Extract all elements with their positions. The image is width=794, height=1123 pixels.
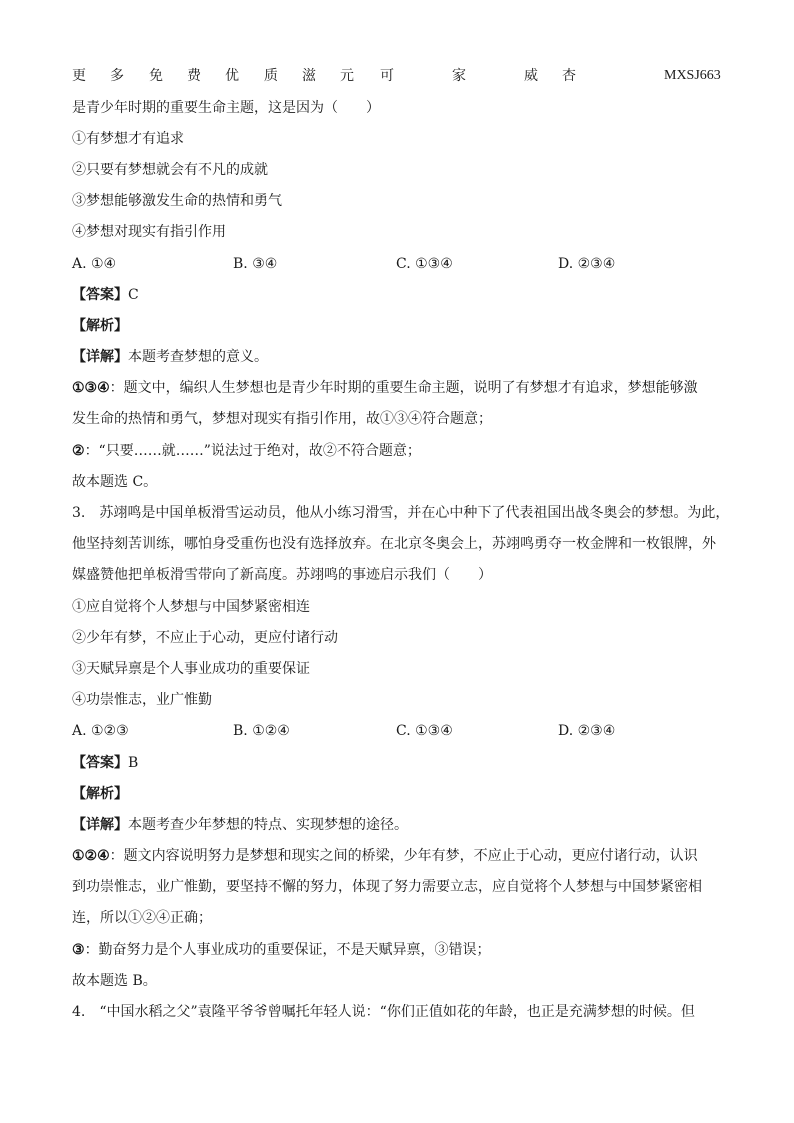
q3-exp1-line2: 到功崇惟志，业广惟勤，要坚持不懈的努力，体现了努力需要立志，应自觉将个人梦想与中国梦紧密相: [72, 879, 702, 895]
header-code: MXSJ663: [664, 68, 721, 83]
q3-item-2: ②少年有梦，不应止于心动，更应付诸行动: [72, 630, 338, 646]
detail-label: 【详解】: [72, 349, 128, 365]
header-char: 滋: [302, 68, 316, 84]
exp-text: ：题文中，编织人生梦想也是青少年时期的重要生命主题，说明了有梦想才有追求，梦想能够激: [109, 380, 698, 396]
exp-key: ①③④: [72, 380, 110, 396]
q3-stem-line1: 3. 苏翊鸣是中国单板滑雪运动员，他从小练习滑雪，并在心中种下了代表祖国出战冬奥会的梦想。为此，: [72, 505, 730, 521]
exp-key: ①②④: [72, 848, 110, 864]
analysis-label: 【解析】: [72, 318, 128, 334]
header-char: 优: [225, 68, 239, 84]
q3-option-d: D. ②③④: [558, 723, 616, 739]
header-char: 元: [340, 68, 354, 84]
header-char: 免: [149, 68, 163, 84]
header-char: 更: [72, 68, 86, 84]
q3-stem-line3: 媒盛赞他把单板滑雪带向了新高度。苏翊鸣的事迹启示我们（ ）: [72, 567, 492, 583]
header-char: 费: [187, 68, 201, 84]
answer-label: 【答案】: [72, 755, 128, 771]
q3-option-c: C. ①③④: [396, 723, 453, 739]
answer-label: 【答案】: [72, 287, 128, 303]
q3-option-b: B. ①②④: [233, 723, 290, 739]
answer-value: B: [128, 755, 139, 771]
q2-analysis-label: [72, 316, 732, 336]
q2-stem-tail: 是青少年时期的重要生命主题，这是因为（ ）: [72, 100, 380, 116]
q3-exp2: [72, 940, 732, 960]
q2-option-a: A. ①④: [72, 256, 117, 272]
q3-option-a: A. ①②③: [72, 723, 129, 739]
analysis-label: 【解析】: [72, 786, 128, 802]
q3-exp1-line1: [72, 846, 732, 866]
exp-key: ③: [72, 942, 85, 958]
q3-stem-line2: 他坚持刻苦训练，哪怕身受重伤也没有选择放弃。在北京冬奥会上，苏翊鸣勇夺一枚金牌和一枚银牌，外: [72, 536, 716, 552]
exp-text: ：“只要……就……”说法过于绝对，故②不符合题意；: [84, 443, 421, 459]
detail-text: 本题考查少年梦想的特点、实现梦想的途径。: [128, 817, 408, 833]
q2-exp2: [72, 441, 732, 461]
detail-text: 本题考查梦想的意义。: [128, 349, 268, 365]
header-char: 杏: [562, 68, 576, 84]
q2-conclusion: 故本题选 C。: [72, 474, 158, 490]
q2-exp1-line1: [72, 378, 732, 398]
q2-exp1-line2: 发生命的热情和勇气，梦想对现实有指引作用，故①③④符合题意；: [72, 411, 492, 427]
q3-analysis-label: [72, 784, 732, 804]
detail-label: 【详解】: [72, 817, 128, 833]
q2-answer: [72, 285, 732, 305]
header-char: 可: [380, 68, 394, 84]
header-char: 多: [110, 68, 124, 84]
q2-option-d: D. ②③④: [558, 256, 616, 272]
q3-item-4: ④功崇惟志，业广惟勤: [72, 692, 212, 708]
q3-item-3: ③天赋异禀是个人事业成功的重要保证: [72, 661, 310, 677]
q2-options: [72, 254, 732, 274]
header-char: 威: [524, 68, 538, 84]
q2-option-c: C. ①③④: [396, 256, 453, 272]
q2-item-3: ③梦想能够激发生命的热情和勇气: [72, 193, 282, 209]
q3-detail: [72, 815, 732, 835]
exp-text: ：题文内容说明努力是梦想和现实之间的桥梁，少年有梦，不应止于心动，更应付诸行动，认识: [109, 848, 698, 864]
q4-stem-line1: 4. “中国水稻之父”袁隆平爷爷曾嘱托年轻人说：“你们正值如花的年龄，也正是充满梦想的时候。但: [72, 1004, 695, 1020]
q3-answer: [72, 753, 732, 773]
header-char: 家: [452, 68, 466, 84]
q3-exp1-line3: 连，所以①②④正确；: [72, 910, 212, 926]
exp-text: ：勤奋努力是个人事业成功的重要保证，不是天赋异禀，③错误；: [84, 942, 491, 958]
header-char: 质: [264, 68, 278, 84]
exp-key: ②: [72, 443, 85, 459]
q3-options: [72, 721, 732, 741]
page-header: [72, 66, 724, 86]
q2-detail: [72, 347, 732, 367]
q2-item-4: ④梦想对现实有指引作用: [72, 224, 226, 240]
q2-item-1: ①有梦想才有追求: [72, 131, 184, 147]
q2-option-b: B. ③④: [233, 256, 278, 272]
answer-value: C: [128, 287, 139, 303]
q3-item-1: ①应自觉将个人梦想与中国梦紧密相连: [72, 599, 310, 615]
q3-conclusion: 故本题选 B。: [72, 973, 157, 989]
q2-item-2: ②只要有梦想就会有不凡的成就: [72, 162, 268, 178]
